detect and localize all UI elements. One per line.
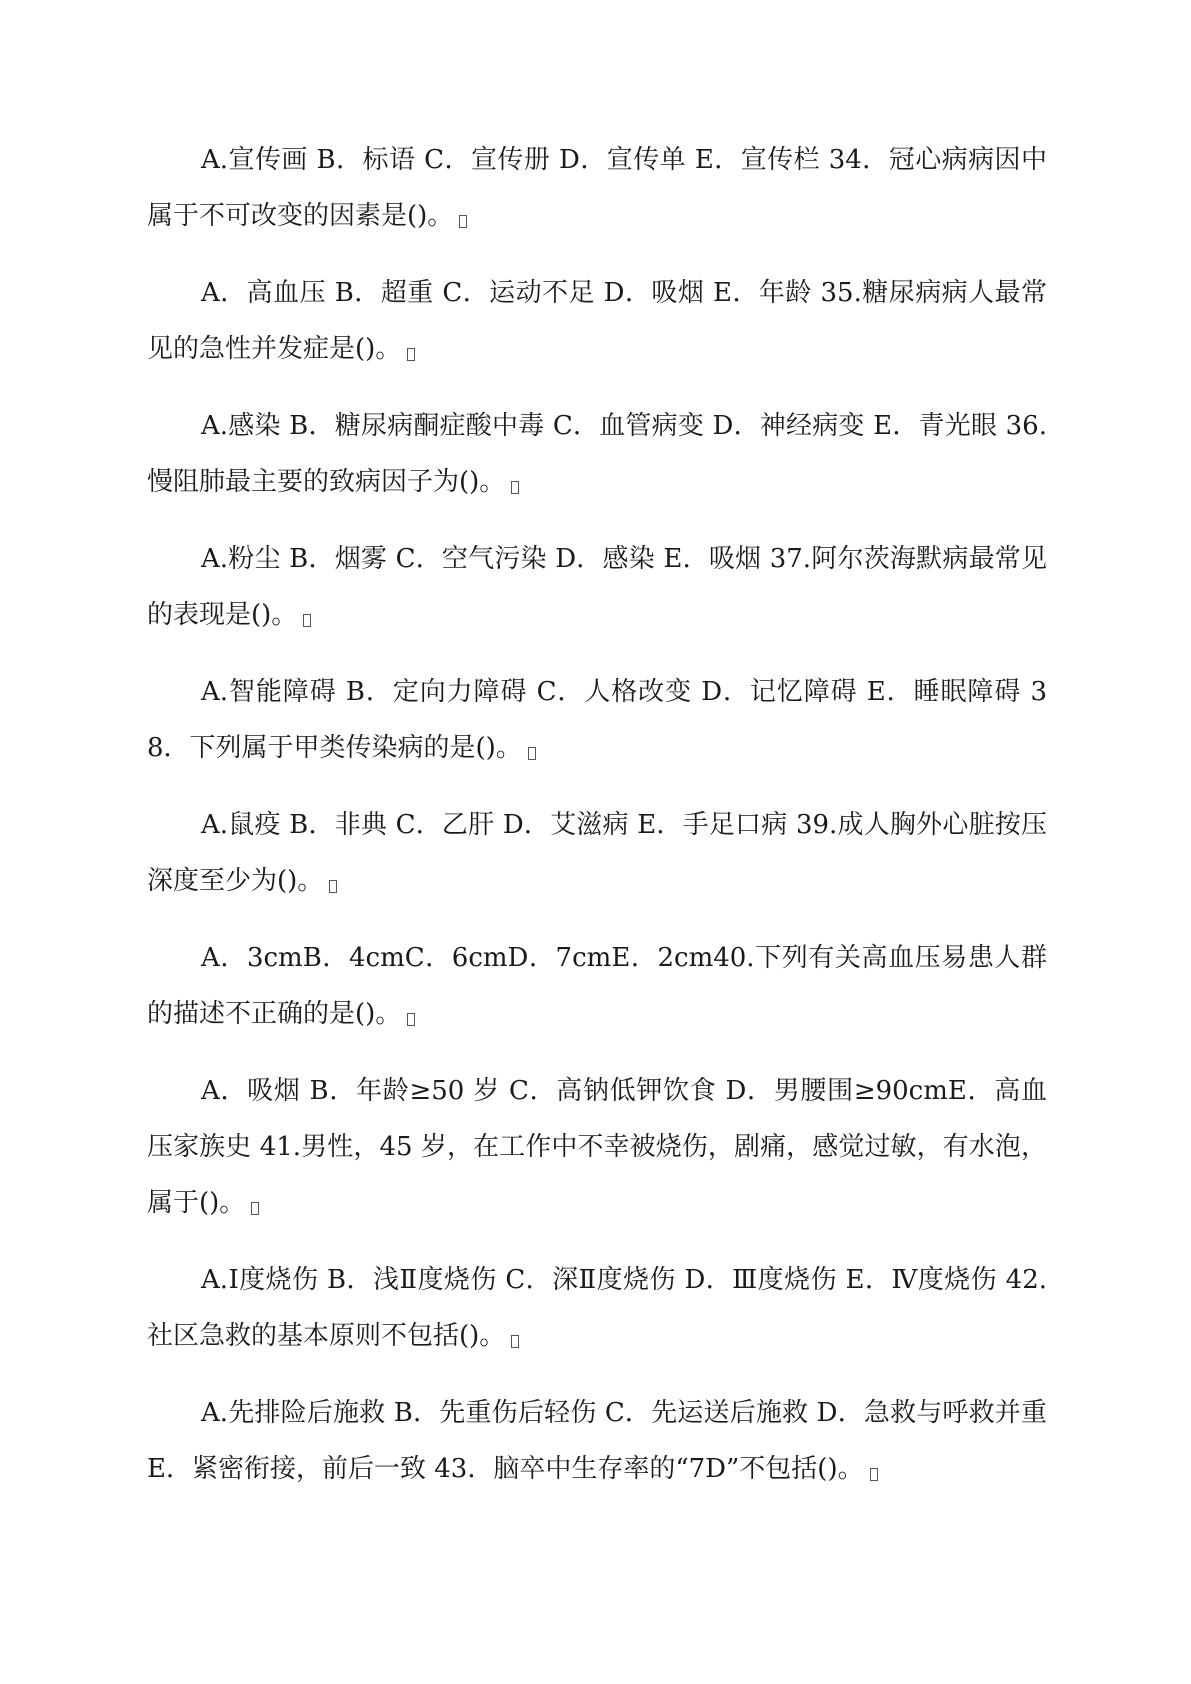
document-body [147,132,1047,1518]
question-paragraph [147,1385,1047,1497]
paragraph-text: A.Ⅰ度烧伤 B．浅Ⅱ度烧伤 C．深Ⅱ度烧伤 D．Ⅲ度烧伤 E．Ⅳ度烧伤 42.社区急救的基本原则不包括()。 [147,1265,1047,1351]
paragraph-text: A.鼠疫 B．非典 C．乙肝 D．艾滋病 E．手足口病 39.成人胸外心脏按压深度至少为()。 [147,810,1047,896]
question-paragraph [147,797,1047,909]
paragraph-end-mark-icon [251,1202,259,1215]
question-paragraph [147,664,1047,776]
paragraph-text: A．高血压 B．超重 C．运动不足 D．吸烟 E．年龄 35.糖尿病病人最常见的急性并发症是()。 [147,278,1047,364]
question-paragraph [147,1063,1047,1231]
question-paragraph [147,132,1047,244]
paragraph-text: A.粉尘 B．烟雾 C．空气污染 D．感染 E．吸烟 37.阿尔茨海默病最常见的表现是()。 [147,544,1047,630]
paragraph-end-mark-icon [329,880,337,893]
paragraph-end-mark-icon [407,1013,415,1026]
paragraph-end-mark-icon [407,348,415,361]
question-paragraph [147,265,1047,377]
paragraph-text: A.宣传画 B．标语 C．宣传册 D．宣传单 E．宣传栏 34．冠心病病因中属于不可改变的因素是()。 [147,145,1047,231]
question-paragraph [147,398,1047,510]
paragraph-end-mark-icon [511,1335,519,1348]
question-paragraph [147,930,1047,1042]
paragraph-text: A.感染 B．糖尿病酮症酸中毒 C．血管病变 D．神经病变 E．青光眼 36.慢阻肺最主要的致病因子为()。 [147,411,1047,497]
paragraph-text: A.先排险后施救 B．先重伤后轻伤 C．先运送后施救 D．急救与呼救并重 E．紧密衔接，前后一致 43．脑卒中生存率的“7D”不包括()。 [147,1398,1047,1484]
paragraph-end-mark-icon [511,481,519,494]
paragraph-text: A.智能障碍 B．定向力障碍 C．人格改变 D．记忆障碍 E．睡眠障碍 38．下列属于甲类传染病的是()。 [147,677,1047,763]
paragraph-end-mark-icon [303,614,311,627]
paragraph-text: A．吸烟 B．年龄≥50 岁 C．高钠低钾饮食 D．男腰围≥90cmE．高血压家族史 41.男性，45 岁，在工作中不幸被烧伤，剧痛，感觉过敏，有水泡，属于()。 [147,1076,1047,1218]
paragraph-text: A．3cmB．4cmC．6cmD．7cmE．2cm40.下列有关高血压易患人群的描述不正确的是()。 [147,943,1047,1029]
paragraph-end-mark-icon [870,1468,878,1481]
paragraph-end-mark-icon [459,215,467,228]
question-paragraph [147,1252,1047,1364]
question-paragraph [147,531,1047,643]
paragraph-end-mark-icon [528,747,536,760]
